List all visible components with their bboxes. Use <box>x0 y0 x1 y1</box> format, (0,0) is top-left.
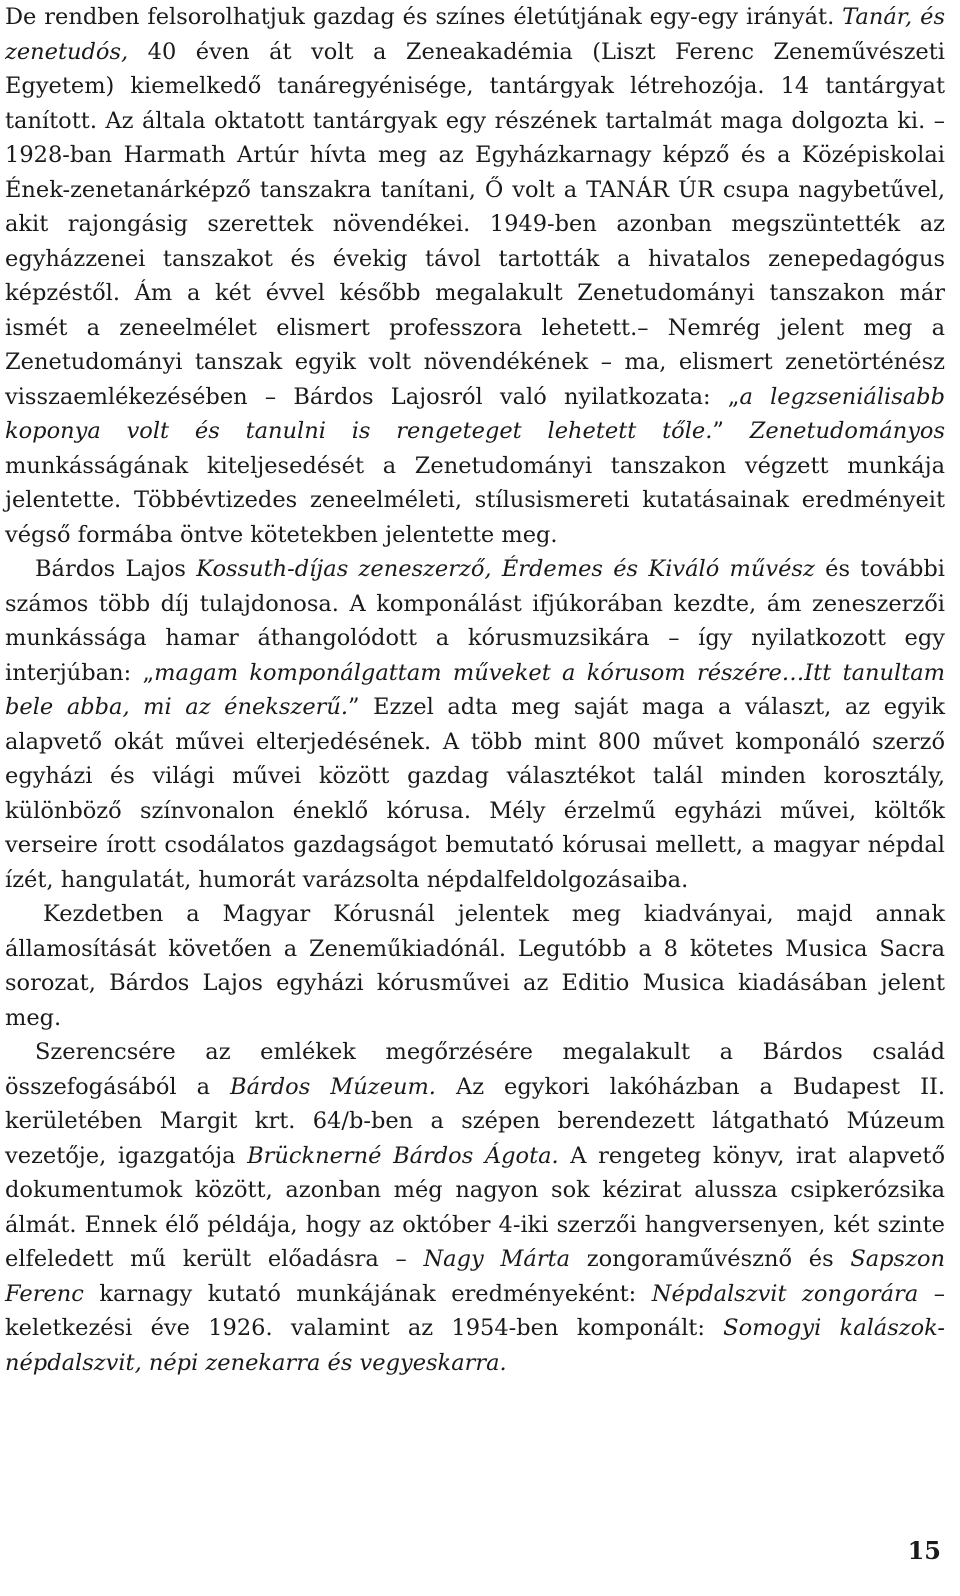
body-text <box>5 0 945 1380</box>
text-run: De rendben felsorolhatjuk gazdag és színes életútjának egy-egy irányát. <box>5 4 843 30</box>
paragraph-composer <box>5 552 945 897</box>
paragraph-museum <box>5 1035 945 1380</box>
paragraph-career <box>5 0 945 552</box>
paragraph-publications <box>5 897 945 1035</box>
italic-run: Népdalszvit zongorára <box>651 1280 919 1307</box>
text-run: zongoraművésznő és <box>570 1246 851 1272</box>
text-run: A rengeteg könyv, irat alapvető dokumentumok között, azonban még nagyon sok kézirat alussza csipkerózsika álmát. Ennek élő példája, hogy az október 4-iki szerzői hangversenyen, két szinte elfeledett mű került előadásra – <box>5 1142 945 1272</box>
text-run: 40 éven át volt a Zeneakadémia (Liszt Ferenc Zeneművészeti Egyetem) kiemelkedő tanáregyénisége, tantárgyak létrehozója. 14 tantárgyat tanított. Az általa oktatott tantárgyak egy részének tartalmát maga dolgozta ki. – 1928-ban Harmath Artúr hívta meg az Egyházkarnagy képző és a Középiskolai Ének-zenetanárképző tanszakra tanítani, Ő volt a TANÁR ÚR csupa nagybetűvel, akit rajongásig szerettek növendékei. 1949-ben azonban megszüntették az egyházzenei tanszakot és évekig távol tartották a hivatalos zenepedagógus képzéstől. Ám a két évvel később megalakult Zenetudományi tanszakon már ismét a zeneelmélet elismert professzora lehetett.– Nemrég jelent meg a Zenetudományi tanszak egyik volt növendékének – ma, elismert zenetörténész visszaemlékezésében – Bárdos Lajosról való nyilatkozata: „ <box>5 38 945 410</box>
text-run: és további számos több díj tulajdonosa. A komponálást ifjúkorában kezdte, ám zeneszerzői munkássága hamar áthangolódott a kórusmuzsikára – így nyilatkozott egy interjúban: „ <box>5 556 946 686</box>
text-run: karnagy kutató munkájának eredményeként: <box>83 1280 652 1307</box>
text-run: ” <box>712 418 750 444</box>
italic-run: magam komponálgattam műveket a kórusom részére…Itt tanultam bele abba, mi az énekszerű. <box>5 659 946 720</box>
italic-run: Tanár, és zenetudós, <box>5 4 945 65</box>
italic-run: Bárdos Múzeum. <box>230 1073 436 1100</box>
italic-run: Kossuth-díjas zeneszerző, Érdemes és Kiváló művész <box>196 556 815 582</box>
text-run: Az egykori lakóházban a Budapest II. kerületében Margit krt. 64/b-ben a szépen berendezett látgatható Múzeum vezetője, igazgatója <box>5 1073 946 1169</box>
text-run: Kezdetben a Magyar Kórusnál jelentek meg kiadványai, majd annak államosítását követően a Zeneműkiadónál. Legutóbb a 8 kötetes Musica Sacra sorozat, Bárdos Lajos egyházi kórusművei az Editio Musica kiadásában jelent meg. <box>5 901 945 1031</box>
italic-run: Brücknerné Bárdos Ágota. <box>247 1142 559 1169</box>
text-run: ” Ezzel adta meg saját maga a választ, az egyik alapvető okát művei elterjedésének. A több mint 800 művet komponáló szerző egyházi és világi művei között gazdag választékot talál minden korosztály, különböző színvonalon éneklő kórusa. Mély érzelmű egyházi művei, költők verseire írott csodálatos gazdagságot bemutató kórusai mellett, a magyar népdal ízét, hangulatát, humorát varázsolta népdalfeldolgozásaiba. <box>5 694 946 893</box>
text-run: Szerencsére az emlékek megőrzésére megalakult a Bárdos család összefogásából a <box>5 1039 945 1100</box>
italic-run: a legzseniálisabb koponya volt és tanulni is rengeteget lehetett tőle. <box>5 383 945 444</box>
text-run: Bárdos Lajos <box>35 556 197 582</box>
italic-run: Sapszon Ferenc <box>5 1246 945 1307</box>
italic-run: Nagy Márta <box>423 1246 571 1272</box>
text-run: munkásságának kiteljesedését a Zenetudományi tanszakon végzett munkája jelentette. Többévtizedes zeneelméleti, stílusismereti kutatásainak eredményeit végső formába öntve kötetekben jelentette meg. <box>5 452 945 548</box>
italic-run: Zenetudományos <box>749 418 946 444</box>
italic-run: Somogyi kalászok- népdalszvit, népi zenekarra és vegyeskarra. <box>5 1315 945 1376</box>
page-number: 15 <box>907 1536 941 1565</box>
text-run: – keletkezési éve 1926. valamint az 1954-ben komponált: <box>5 1280 945 1341</box>
